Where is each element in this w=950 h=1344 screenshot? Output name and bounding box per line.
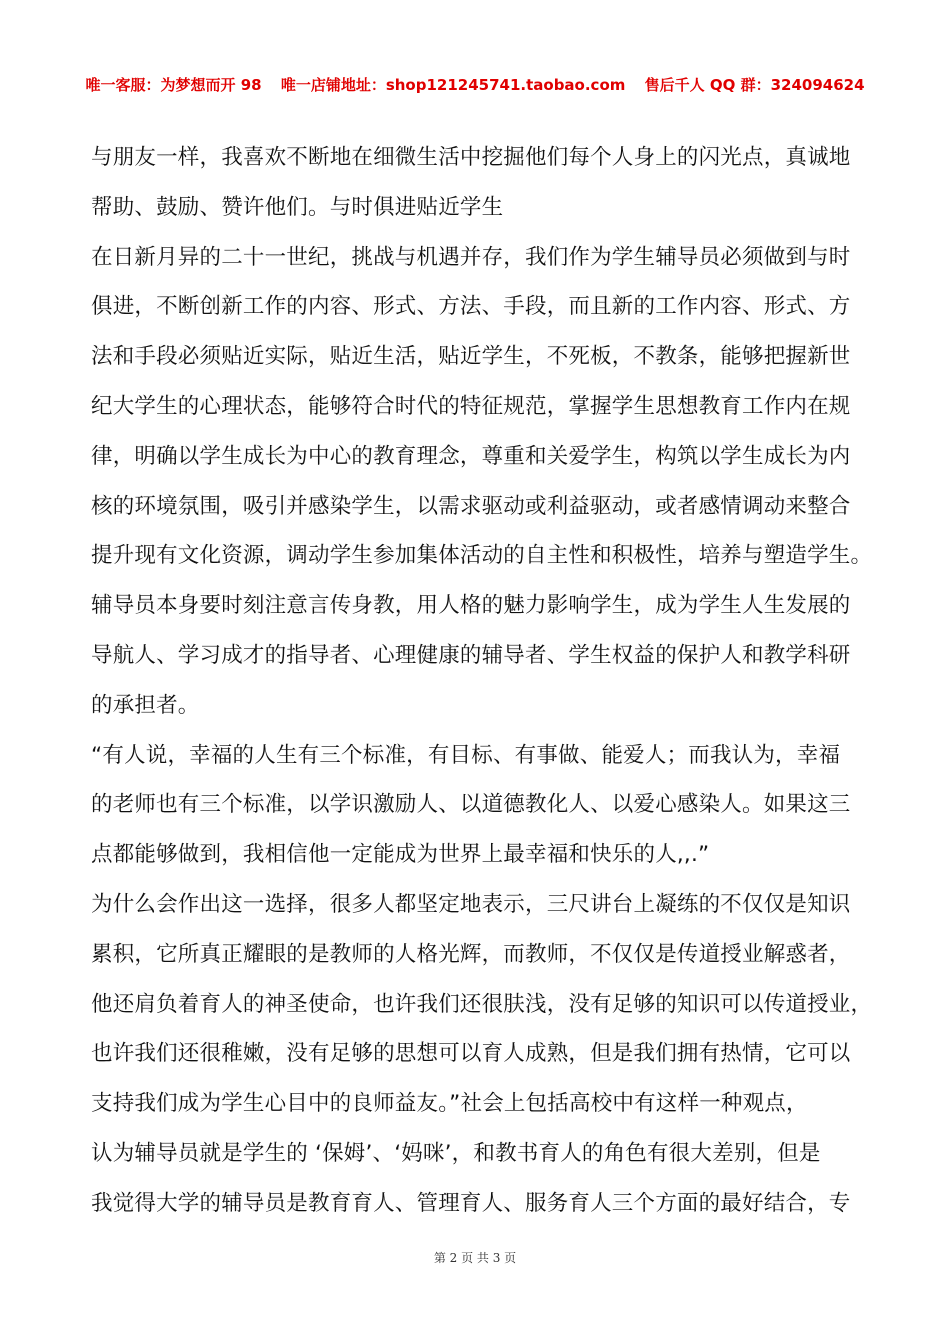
document-body [91,133,891,1229]
header-shop-address: 唯一店铺地址：shop121245741.taobao.com [280,76,626,94]
body-line: 我觉得大学的辅导员是教育育人、管理育人、服务育人三个方面的最好结合，专 [91,1190,851,1216]
body-line: 纪大学生的心理状态，能够符合时代的特征规范，掌握学生思想教育工作内在规 [91,393,851,419]
body-line: “有人说，幸福的人生有三个标准，有目标、有事做、能爱人；而我认为，幸福 [91,742,841,768]
body-line: 提升现有文化资源，调动学生参加集体活动的自主性和积极性，培养与塑造学生。 [91,543,873,569]
body-line: 的老师也有三个标准，以学识激励人、以道德教化人、以爱心感染人。如果这三 [91,792,851,818]
body-line: 帮助、鼓励、赞许他们。与时俱进贴近学生 [91,194,504,220]
body-line: 俱进，不断创新工作的内容、形式、方法、手段，而且新的工作内容、形式、方 [91,294,851,320]
page-number-footer: 第 2 页 共 3 页 [433,1251,517,1265]
body-line: 为什么会作出这一选择，很多人都坚定地表示，三尺讲台上凝练的不仅仅是知识 [91,891,851,917]
body-line: 辅导员本身要时刻注意言传身教，用人格的魅力影响学生，成为学生人生发展的 [91,593,851,619]
body-line: 核的环境氛围，吸引并感染学生，以需求驱动或利益驱动，或者感情调动来整合 [91,493,851,519]
header-service: 唯一客服：为梦想而开 98 [85,76,262,94]
body-line: 点都能够做到，我相信他一定能成为世界上最幸福和快乐的人,,.” [91,842,710,868]
body-line: 支持我们成为学生心目中的良师益友。”社会上包括高校中有这样一种观点， [91,1091,808,1117]
body-line: 也许我们还很稚嫩，没有足够的思想可以育人成熟，但是我们拥有热情，它可以 [91,1041,851,1067]
body-line: 他还肩负着育人的神圣使命，也许我们还很肤浅，没有足够的知识可以传道授业， [91,991,873,1017]
header-qq-group: 售后千人 QQ 群：324094624 [644,76,865,94]
body-line: 在日新月异的二十一世纪，挑战与机遇并存，我们作为学生辅导员必须做到与时 [91,244,851,270]
body-line: 法和手段必须贴近实际，贴近生活，贴近学生，不死板，不教条，能够把握新世 [91,344,851,370]
body-line: 认为辅导员就是学生的 ‘保姆’、‘妈咪’，和教书育人的角色有很大差别，但是 [91,1140,821,1166]
body-line: 导航人、学习成才的指导者、心理健康的辅导者、学生权益的保护人和教学科研 [91,642,851,668]
body-line: 的承担者。 [91,692,200,718]
body-line: 累积，它所真正耀眼的是教师的人格光辉，而教师，不仅仅是传道授业解惑者， [91,941,851,967]
body-line: 与朋友一样，我喜欢不断地在细微生活中挖掘他们每个人身上的闪光点，真诚地 [91,145,851,170]
body-line: 律，明确以学生成长为中心的教育理念，尊重和关爱学生，构筑以学生成长为内 [91,443,851,469]
header-banner [0,74,950,95]
